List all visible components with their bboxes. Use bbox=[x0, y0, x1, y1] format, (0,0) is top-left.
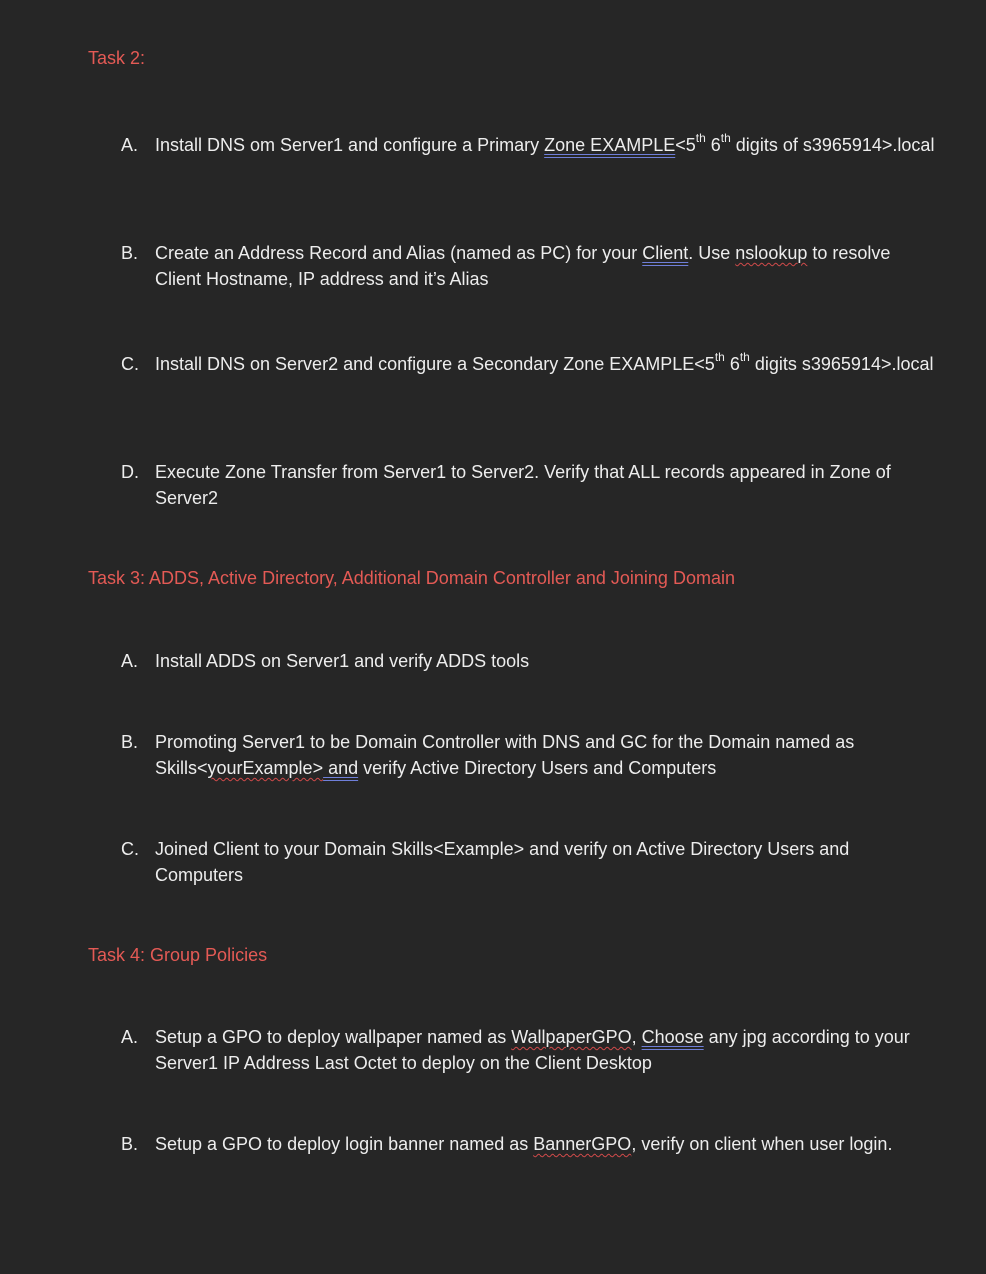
task-3-item-b bbox=[121, 729, 941, 781]
task-4-heading: Task 4: Group Policies bbox=[88, 945, 268, 965]
task-2-item-b bbox=[121, 240, 941, 292]
task-2-item-d bbox=[121, 459, 941, 511]
item-letter: B. bbox=[121, 243, 139, 263]
item-letter: C. bbox=[121, 839, 139, 859]
item-letter: D. bbox=[121, 462, 139, 482]
and-text: and bbox=[323, 758, 359, 778]
task-4-item-b bbox=[121, 1131, 941, 1157]
item-letter: A. bbox=[121, 135, 139, 155]
item-text: Install DNS om Server1 and configure a Primary Zone EXAMPLE<5th 6th digits of s3965914>.local bbox=[155, 131, 935, 155]
your-example-text: yourExample> bbox=[207, 758, 324, 778]
item-letter: A. bbox=[121, 651, 139, 671]
task-4-item-a bbox=[121, 1024, 941, 1076]
task-2-item-c bbox=[121, 351, 941, 377]
choose-text: Choose bbox=[641, 1027, 704, 1047]
bannergpo-text: BannerGPO bbox=[533, 1134, 632, 1154]
zone-example-text: Zone EXAMPLE bbox=[544, 135, 676, 155]
item-letter: B. bbox=[121, 1134, 139, 1154]
task-2-item-a bbox=[121, 132, 941, 158]
task-3-item-c bbox=[121, 836, 941, 888]
item-text: Execute Zone Transfer from Server1 to Server2. Verify that ALL records appeared in Zone of Server2 bbox=[155, 462, 891, 508]
item-text: Install DNS on Server2 and configure a Secondary Zone EXAMPLE<5th 6th digits s3965914>.local bbox=[155, 350, 934, 374]
item-letter: A. bbox=[121, 1027, 139, 1047]
task-2-heading: Task 2: bbox=[88, 48, 146, 68]
item-text: Setup a GPO to deploy wallpaper named as WallpaperGPO, Choose any jpg according to your Server1 IP Address Last Octet to deploy on the Client Desktop bbox=[155, 1027, 910, 1073]
nslookup-text: nslookup bbox=[735, 243, 808, 263]
item-letter: B. bbox=[121, 732, 139, 752]
item-text: Install ADDS on Server1 and verify ADDS tools bbox=[155, 651, 530, 671]
task-3-heading: Task 3: ADDS, Active Directory, Additional Domain Controller and Joining Domain bbox=[88, 568, 735, 588]
client-text: Client bbox=[642, 243, 689, 263]
item-letter: C. bbox=[121, 354, 139, 374]
item-text: Promoting Server1 to be Domain Controller with DNS and GC for the Domain named as Skills<yourExample> and verify Active Directory Users and Computers bbox=[155, 732, 855, 778]
task-3-item-a bbox=[121, 648, 941, 674]
item-text: Setup a GPO to deploy login banner named as BannerGPO, verify on client when user login. bbox=[155, 1134, 893, 1154]
item-text: Joined Client to your Domain Skills<Example> and verify on Active Directory Users and Computers bbox=[155, 839, 850, 885]
item-text: Create an Address Record and Alias (named as PC) for your Client. Use nslookup to resolve Client Hostname, IP address and it’s Alias bbox=[155, 243, 891, 289]
wallpapergpo-text: WallpaperGPO bbox=[511, 1027, 632, 1047]
